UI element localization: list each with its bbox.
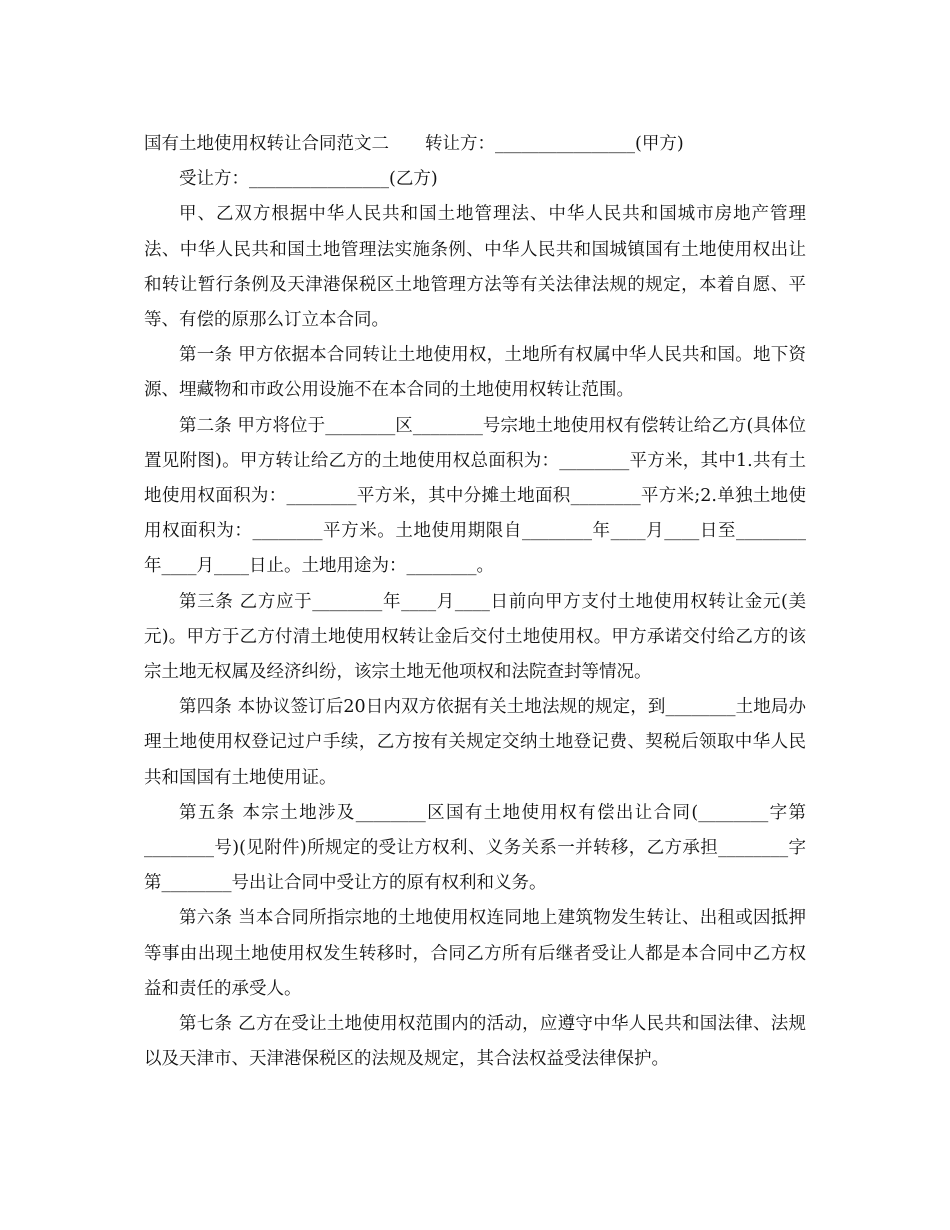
article-2-paragraph: 第二条 甲方将位于________区________号宗地土地使用权有偿转让给乙方(具体位置见附图)。甲方转让给乙方的土地使用权总面积为：________平方米，其中1.共有土地使用权面积为：________平方米，其中分摊土地面积________平方米;2.单独土地使用权面积为：________平方米。土地使用期限自________年____月____日至________年____月____日止。土地用途为：________。 — [144, 415, 806, 577]
article-3-paragraph: 第三条 乙方应于________年____月____日前向甲方支付土地使用权转让金元(美元)。甲方于乙方付清土地使用权转让金后交付土地使用权。甲方承诺交付给乙方的该宗土地无权属及经济纠纷，该宗土地无他项权和法院查封等情况。 — [144, 591, 806, 683]
article-6-paragraph: 第六条 当本合同所指宗地的土地使用权连同地上建筑物发生转让、出租或因抵押等事由出现土地使用权发生转移时，合同乙方所有后继者受让人都是本合同中乙方权益和责任的承受人。 — [144, 908, 806, 999]
article-1-paragraph: 第一条 甲方依据本合同转让土地使用权，土地所有权属中华人民共和国。地下资源、埋藏物和市政公用设施不在本合同的土地使用权转让范围。 — [144, 345, 806, 401]
document-title: 国有土地使用权转让合同范文二 — [144, 134, 389, 154]
transferee-line: 受让方：________________(乙方) — [179, 169, 438, 190]
article-4-paragraph: 第四条 本协议签订后20日内双方依据有关土地法规的规定，到________土地局办理土地使用权登记过户手续，乙方按有关规定交纳土地登记费、契税后领取中华人民共和国国有土地使用证。 — [144, 697, 806, 788]
preamble-paragraph: 甲、乙双方根据中华人民共和国土地管理法、中华人民共和国城市房地产管理法、中华人民共和国土地管理法实施条例、中华人民共和国城镇国有土地使用权出让和转让暂行条例及天津港保税区土地管理方法等有关法律法规的规定，本着自愿、平等、有偿的原那么订立本合同。 — [144, 204, 806, 331]
document-title-line — [144, 127, 806, 162]
transferor-line: 转让方：________________(甲方) — [425, 134, 684, 154]
article-5-paragraph: 第五条 本宗土地涉及________区国有土地使用权有偿出让合同(________字第________号)(见附件)所规定的受让方权利、义务关系一并转移，乙方承担________字第________号出让合同中受让方的原有权利和义务。 — [144, 802, 806, 894]
article-7-paragraph: 第七条 乙方在受让土地使用权范围内的活动，应遵守中华人民共和国法律、法规以及天津市、天津港保税区的法规及规定，其合法权益受法律保护。 — [144, 1014, 806, 1070]
document-body — [144, 127, 806, 1077]
